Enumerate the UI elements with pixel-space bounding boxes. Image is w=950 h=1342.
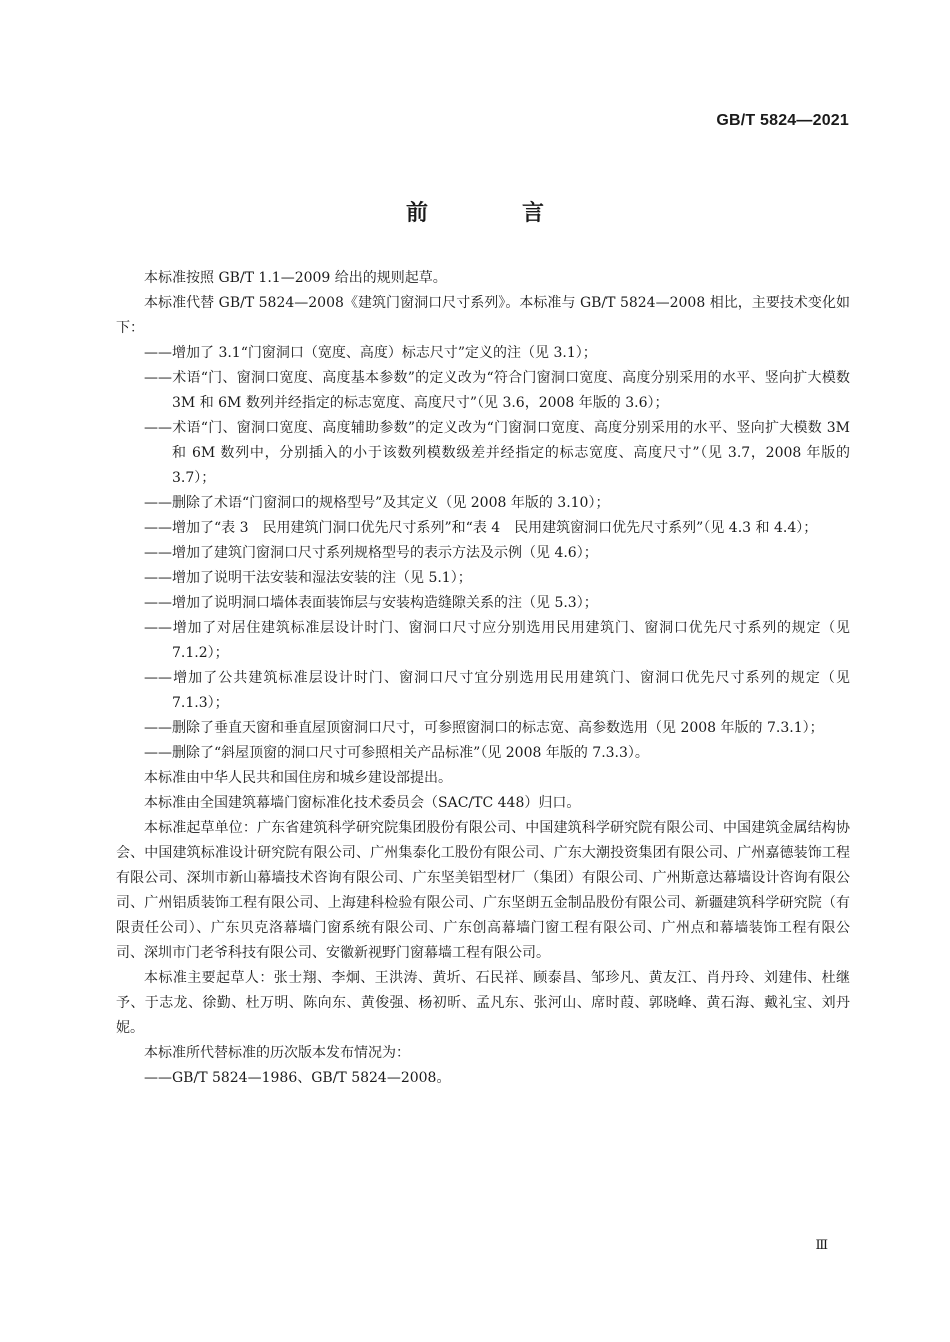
list-item: ——术语“门、窗洞口宽度、高度基本参数”的定义改为“符合门窗洞口宽度、高度分别采用的水平、竖向扩大模数 3M 和 6M 数列并经指定的标志宽度、高度尺寸”（见 3.6，2008 年版的 3.6）；: [144, 370, 850, 411]
list-item: ——删除了“斜屋顶窗的洞口尺寸可参照相关产品标准”（见 2008 年版的 7.3.3）。: [144, 745, 649, 761]
paragraph: 本标准按照 GB/T 1.1—2009 给出的规则起草。: [144, 270, 447, 286]
paragraph: 本标准代替 GB/T 5824—2008《建筑门窗洞口尺寸系列》。本标准与 GB/T 5824—2008 相比，主要技术变化如下：: [116, 295, 850, 336]
paragraph: 本标准所代替标准的历次版本发布情况为：: [144, 1045, 410, 1061]
paragraph: 本标准由中华人民共和国住房和城乡建设部提出。: [144, 770, 452, 786]
changes-list: [116, 341, 850, 766]
list-item: ——删除了术语“门窗洞口的规格型号”及其定义（见 2008 年版的 3.10）；: [144, 495, 610, 511]
page-title: 前 言: [405, 201, 580, 226]
drafting-units-paragraph: 本标准起草单位：广东省建筑科学研究院集团股份有限公司、中国建筑科学研究院有限公司、中国建筑金属结构协会、中国建筑标准设计研究院有限公司、广州集泰化工股份有限公司、广东大潮投资集团有限公司、广州嘉德装饰工程有限公司、深圳市新山幕墙技术咨询有限公司、广东坚美铝型材厂（集团）有限公司、广州斯意达幕墙设计咨询有限公司、广州铝质装饰工程有限公司、上海建科检验有限公司、广东坚朗五金制品股份有限公司、新疆建筑科学研究院（有限责任公司）、广东贝克洛幕墙门窗系统有限公司、广东创高幕墙门窗工程有限公司、广州点和幕墙装饰工程有限公司、深圳市门老爷科技有限公司、安徽新视野门窗幕墙工程有限公司。: [116, 820, 850, 961]
drafters-paragraph: 本标准主要起草人：张士翔、李炯、王洪涛、黄圻、石民祥、顾泰昌、邹珍凡、黄友江、肖丹玲、刘建伟、杜继予、于志龙、徐勤、杜万明、陈向东、黄俊强、杨初昕、孟凡东、张河山、席时葭、郭晓峰、黄石海、戴礼宝、刘丹妮。: [116, 970, 850, 1036]
list-item: ——增加了说明干法安装和湿法安装的注（见 5.1）；: [144, 570, 472, 586]
standard-code: GB/T 5824—2021: [716, 112, 849, 129]
list-item: ——增加了说明洞口墙体表面装饰层与安装构造缝隙关系的注（见 5.3）；: [144, 595, 598, 611]
list-item: ——GB/T 5824—1986、GB/T 5824—2008。: [144, 1070, 451, 1086]
list-item: ——增加了建筑门窗洞口尺寸系列规格型号的表示方法及示例（见 4.6）；: [144, 545, 598, 561]
list-item: ——增加了 3.1“门窗洞口（宽度、高度）标志尺寸”定义的注（见 3.1）；: [144, 345, 597, 361]
list-item: ——术语“门、窗洞口宽度、高度辅助参数”的定义改为“门窗洞口宽度、高度分别采用的水平、竖向扩大模数 3M 和 6M 数列中，分别插入的小于该数列模数级差并经指定的标志宽度、高度尺寸”（见 3.7，2008 年版的 3.7）；: [144, 420, 850, 486]
list-item: ——增加了“表 3 民用建筑门洞口优先尺寸系列”和“表 4 民用建筑窗洞口优先尺寸系列”（见 4.3 和 4.4）；: [144, 520, 818, 536]
page-number: Ⅲ: [815, 1238, 828, 1253]
list-item: ——删除了垂直天窗和垂直屋顶窗洞口尺寸，可参照窗洞口的标志宽、高参数选用（见 2008 年版的 7.3.1）；: [144, 720, 824, 736]
list-item: ——增加了对居住建筑标准层设计时门、窗洞口尺寸应分别选用民用建筑门、窗洞口优先尺寸系列的规定（见 7.1.2）；: [144, 620, 850, 661]
document-body: [116, 266, 850, 1091]
list-item: ——增加了公共建筑标准层设计时门、窗洞口尺寸宜分别选用民用建筑门、窗洞口优先尺寸系列的规定（见 7.1.3）；: [144, 670, 850, 711]
paragraph: 本标准由全国建筑幕墙门窗标准化技术委员会（SAC/TC 448）归口。: [144, 795, 581, 811]
